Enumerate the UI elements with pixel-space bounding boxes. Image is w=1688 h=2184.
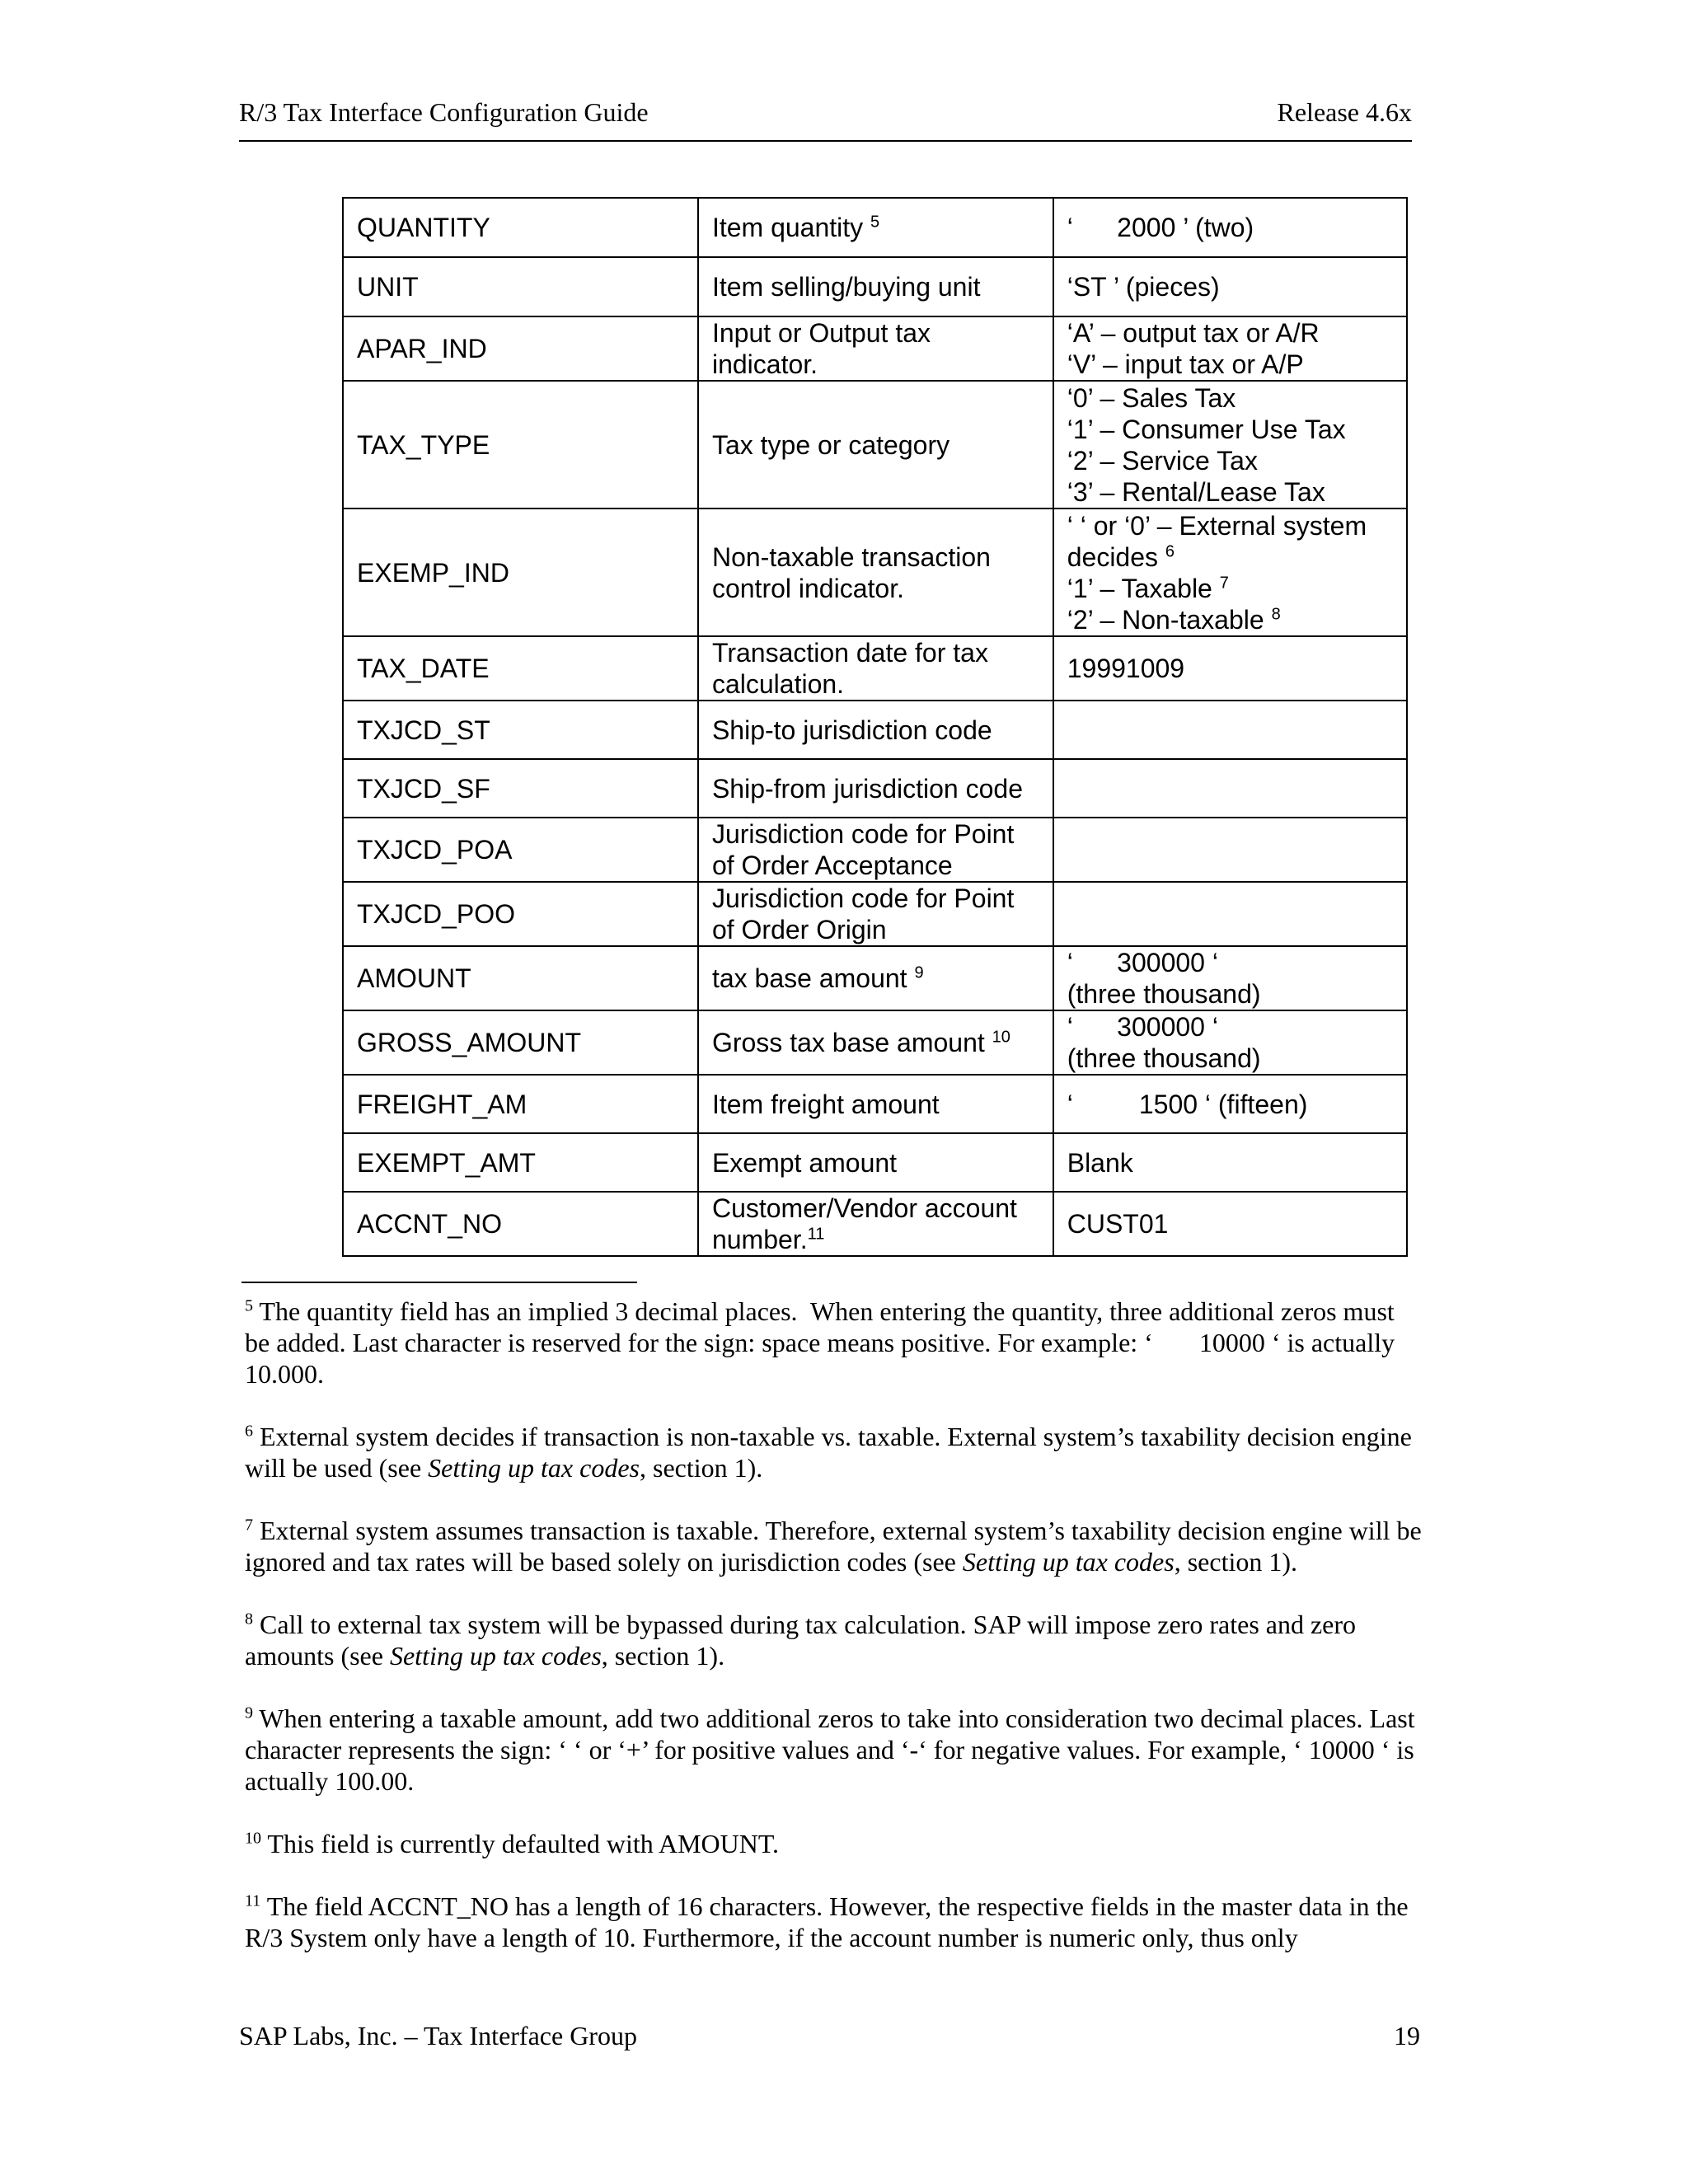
table-row bbox=[343, 509, 1407, 636]
field-description: Ship-to jurisdiction code bbox=[698, 701, 1053, 759]
field-name: EXEMP_IND bbox=[343, 509, 698, 636]
field-description: Tax type or category bbox=[698, 381, 1053, 509]
footnote-ref: 7 bbox=[1219, 573, 1229, 592]
document-title: R/3 Tax Interface Configuration Guide bbox=[239, 97, 649, 127]
field-name: FREIGHT_AM bbox=[343, 1075, 698, 1133]
footnote-ref: 10 bbox=[992, 1028, 1010, 1047]
table-row bbox=[343, 381, 1407, 509]
field-value bbox=[1053, 701, 1407, 759]
field-value: 19991009 bbox=[1053, 636, 1407, 701]
field-value: ‘ 1500 ‘ (fifteen) bbox=[1053, 1075, 1407, 1133]
field-value: ‘ST ’ (pieces) bbox=[1053, 257, 1407, 316]
field-description: Ship-from jurisdiction code bbox=[698, 759, 1053, 818]
field-table bbox=[342, 197, 1408, 1257]
field-name: TAX_TYPE bbox=[343, 381, 698, 509]
page-header bbox=[239, 97, 1412, 142]
field-value: ‘ ‘ or ‘0’ – External system decides $^6$ ‘1’ – Taxable $^7$ ‘2’ – Non-taxable $^8$ bbox=[1053, 509, 1407, 636]
table-row bbox=[343, 198, 1407, 257]
field-name: GROSS_AMOUNT bbox=[343, 1010, 698, 1075]
field-description: Transaction date for tax calculation. bbox=[698, 636, 1053, 701]
table-row bbox=[343, 1010, 1407, 1075]
field-value: ‘ 2000 ’ (two) bbox=[1053, 198, 1407, 257]
table-row bbox=[343, 946, 1407, 1010]
field-name: ACCNT_NO bbox=[343, 1192, 698, 1256]
field-description: Customer/Vendor account number.$^{11}$ bbox=[698, 1192, 1053, 1256]
field-value: ‘ 300000 ‘ (three thousand) bbox=[1053, 946, 1407, 1010]
field-name: TAX_DATE bbox=[343, 636, 698, 701]
footnote-ref: 5 bbox=[870, 213, 880, 232]
field-description: Gross tax base amount $^{10}$ bbox=[698, 1010, 1053, 1075]
footnote-separator bbox=[241, 1282, 637, 1283]
field-name: UNIT bbox=[343, 257, 698, 316]
field-name: TXJCD_ST bbox=[343, 701, 698, 759]
field-description: Exempt amount bbox=[698, 1133, 1053, 1192]
footnote-8: $^8$ Call to external tax system will be bypassed during tax calculation. SAP will impose zero rates and zero amounts (see Setting up tax codes, section 1). bbox=[245, 1610, 1363, 1671]
field-name: EXEMPT_AMT bbox=[343, 1133, 698, 1192]
field-description: tax base amount $^9$ bbox=[698, 946, 1053, 1010]
table-row bbox=[343, 882, 1407, 946]
footnote-7: $^7$ External system assumes transaction is taxable. Therefore, external system’s taxability decision engine will be ignored and tax rates will be based solely on jurisdiction codes (see Setting up tax codes, section 1). bbox=[245, 1516, 1428, 1577]
footnote-ref: 11 bbox=[807, 1225, 825, 1244]
table-row bbox=[343, 257, 1407, 316]
field-description: Item selling/buying unit bbox=[698, 257, 1053, 316]
table-row bbox=[343, 1192, 1407, 1256]
field-value bbox=[1053, 882, 1407, 946]
footnote-5: $^5$ The quantity field has an implied 3 decimal places. When entering the quantity, three additional zeros must be added. Last character is reserved for the sign: space means positive. For example: ‘ 10000 ‘ is actually 10.000. bbox=[245, 1296, 1402, 1389]
table-row bbox=[343, 1133, 1407, 1192]
footnote-10: $^{10}$ This field is currently defaulted with AMOUNT. bbox=[245, 1829, 780, 1858]
footnote-ref: 8 bbox=[1271, 604, 1281, 623]
footnote-ref: 9 bbox=[914, 963, 924, 982]
footnote-11: $^{11}$ The field ACCNT_NO has a length of 16 characters. However, the respective fields in the master data in the R/3 System only have a length of 10. Furthermore, if the account number is numeric only, thus only bbox=[245, 1891, 1415, 1952]
field-name: QUANTITY bbox=[343, 198, 698, 257]
footnotes bbox=[245, 1296, 1428, 1985]
field-value: ‘A’ – output tax or A/R ‘V’ – input tax or A/P bbox=[1053, 316, 1407, 381]
release-label: Release 4.6x bbox=[1277, 97, 1412, 127]
page-footer bbox=[239, 2021, 1420, 2057]
field-name: TXJCD_POA bbox=[343, 818, 698, 882]
field-value bbox=[1053, 759, 1407, 818]
field-description: Input or Output tax indicator. bbox=[698, 316, 1053, 381]
table-row bbox=[343, 818, 1407, 882]
table-row bbox=[343, 1075, 1407, 1133]
table-row bbox=[343, 701, 1407, 759]
field-name: TXJCD_POO bbox=[343, 882, 698, 946]
footnote-ref: 6 bbox=[1165, 541, 1175, 560]
footer-organization: SAP Labs, Inc. – Tax Interface Group bbox=[239, 2021, 637, 2050]
field-name: TXJCD_SF bbox=[343, 759, 698, 818]
footnote-9: $^9$ When entering a taxable amount, add two additional zeros to take into consideration two decimal places. Last character represents the sign: ‘ ‘ or ‘+’ for positive values and ‘-‘ for negative values. For example, ‘ 10000 ‘ is actually 100.00. bbox=[245, 1704, 1422, 1796]
footnote-6: $^6$ External system decides if transaction is non-taxable vs. taxable. External system’s taxability decision engine will be used (see Setting up tax codes, section 1). bbox=[245, 1422, 1418, 1483]
field-value: ‘0’ – Sales Tax ‘1’ – Consumer Use Tax ‘2’ – Service Tax ‘3’ – Rental/Lease Tax bbox=[1053, 381, 1407, 509]
field-value bbox=[1053, 818, 1407, 882]
field-value: CUST01 bbox=[1053, 1192, 1407, 1256]
field-description: Non-taxable transaction control indicator. bbox=[698, 509, 1053, 636]
field-description: Jurisdiction code for Point of Order Origin bbox=[698, 882, 1053, 946]
field-name: AMOUNT bbox=[343, 946, 698, 1010]
field-value: ‘ 300000 ‘ (three thousand) bbox=[1053, 1010, 1407, 1075]
table-row bbox=[343, 636, 1407, 701]
table-row bbox=[343, 759, 1407, 818]
table-row bbox=[343, 316, 1407, 381]
field-value: Blank bbox=[1053, 1133, 1407, 1192]
page-number: 19 bbox=[1394, 2021, 1420, 2050]
field-name: APAR_IND bbox=[343, 316, 698, 381]
field-description: Item quantity $^5$ bbox=[698, 198, 1053, 257]
field-description: Jurisdiction code for Point of Order Acceptance bbox=[698, 818, 1053, 882]
field-description: Item freight amount bbox=[698, 1075, 1053, 1133]
